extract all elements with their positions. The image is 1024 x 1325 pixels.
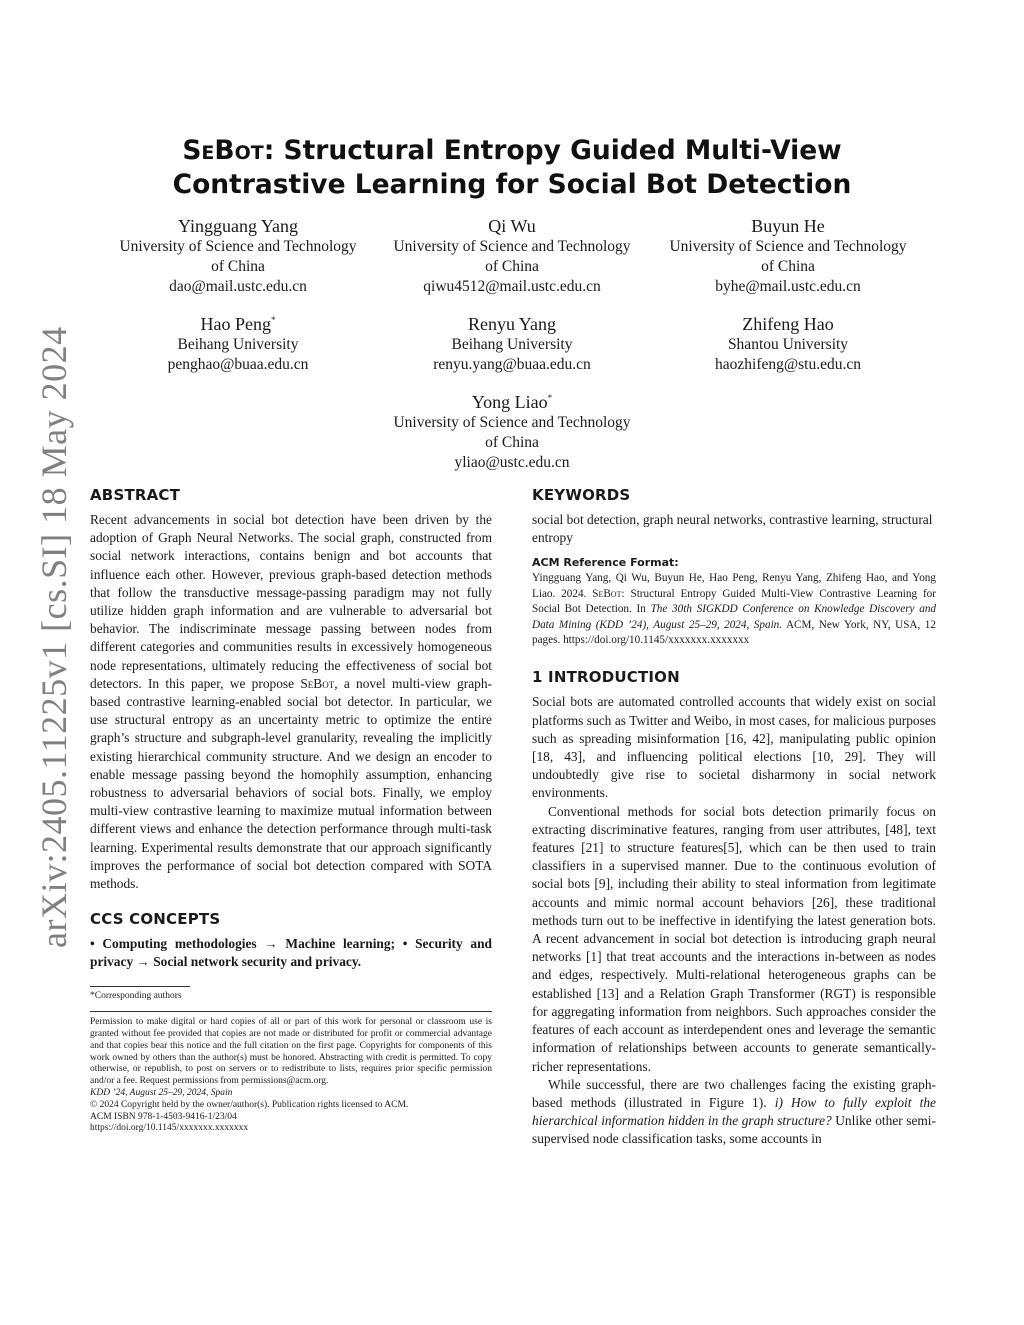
permission-text: Permission to make digital or hard copies of all or part of this work for personal or classroom use is granted without fee provided that copies are not made or distributed for profit or commercial advantage and that copies bear this notice and the full citation on the first page. Copyrights for components of this work owned by others than the author(s) must be honored. Abstracting with credit is permitted. To copy otherwise, or republish, to post on servers or to redistribute to lists, requires prior specific permission and/or a fee. Request permissions from permissions@acm.org.	[90, 1017, 492, 1087]
author-email: qiwu4512@mail.ustc.edu.cn	[423, 278, 601, 295]
right-column	[532, 485, 936, 1149]
acm-ref-system-name: SeBot	[592, 587, 622, 600]
author-email: byhe@mail.ustc.edu.cn	[715, 278, 861, 295]
acm-ref-venue: The 30th SIGKDD Conference on Knowledge Discovery and Data Mining (KDD ’24), August 25–29, 2024, Spain.	[532, 603, 937, 631]
author-email: renyu.yang@buaa.edu.cn	[433, 356, 591, 373]
intro-p3-part1: While successful, there are two challenges facing the existing graph-based methods (illustrated in Figure 1).	[532, 1076, 936, 1110]
intro-paragraph-2: Conventional methods for social bots detection primarily focus on extracting discriminative features, ranging from user attributes, [48], text features [21] to structure features[5], which can be then used to train classifiers in a supervised manner. Due to the continuous evolution of social bots [9], including their ability to steal information from legitimate accounts and mimic normal account behaviors [26], these traditional methods turn out to be ineffective in identifying the latest generation bots. A recent advancement in social bot detection is introducing graph neural networks [1] that treat accounts and the interactions in-between as nodes and edges, respectively. Multi-relational heterogeneous graphs can be established [13] and a Relation Graph Transformer (RGT) is responsible for aggregating information from neighbors. Such approaches consider the features of each account as interdependent ones and leverage the semantic information of relationships between accounts to generate semantically-richer representations.	[532, 803, 936, 1074]
ccs-heading: CCS CONCEPTS	[90, 910, 221, 929]
keywords-heading: KEYWORDS	[532, 486, 631, 504]
venue-line: KDD ’24, August 25–29, 2024, Spain	[90, 1087, 233, 1098]
ccs-text: • Computing methodologies → Machine learning; • Security and privacy → Social network security and privacy.	[90, 936, 492, 970]
author-email: dao@mail.ustc.edu.cn	[169, 278, 307, 295]
arxiv-stamp-text: arXiv:2405.11225v1 [cs.SI] 18 May 2024	[34, 326, 74, 948]
abstract-part1: Recent advancements in social bot detection have been driven by the adoption of Graph Neural Networks. The social graph, constructed from social network interactions, contains benign and bot accounts that influence each other. However, previous graph-based detection methods that follow the transductive message-passing paradigm may not fully utilize hidden graph information and are vulnerable to adversarial bot behavior. The indiscriminate message passing between nodes from different categories and communities results in excessively homogeneous node representations, ultimately reducing the effectiveness of social bot detectors. In this paper, we propose	[90, 512, 492, 691]
intro-p3-question: i) How to fully exploit the hierarchical information hidden in the graph structure?	[532, 1094, 937, 1129]
acm-reference-heading: ACM Reference Format:	[532, 556, 679, 570]
doi-line: https://doi.org/10.1145/xxxxxxx.xxxxxxx	[90, 1123, 249, 1134]
acm-ref-part3: ACM, New York, NY, USA, 12 pages. https://doi.org/10.1145/xxxxxxx.xxxxxxx	[532, 618, 936, 647]
intro-p3-part2: Unlike other semi-supervised node classification tasks, some accounts in	[532, 1113, 936, 1147]
corresponding-mark: *	[271, 315, 276, 325]
author-name: Yong Liao	[471, 392, 548, 412]
author-affiliation: University of Science and Technology	[393, 238, 631, 255]
author-name: Hao Peng	[200, 314, 271, 334]
abstract-text	[90, 511, 492, 893]
abstract-system-name: SeBot	[300, 675, 335, 691]
author-name: Buyun He	[751, 216, 825, 236]
acm-reference-text	[532, 571, 936, 648]
author-name: Zhifeng Hao	[742, 314, 834, 334]
copyright-line: © 2024 Copyright held by the owner/author(s). Publication rights licensed to ACM.	[90, 1099, 409, 1110]
author-block	[652, 215, 924, 297]
introduction-heading: 1 INTRODUCTION	[532, 668, 680, 687]
isbn-line: ACM ISBN 978-1-4503-9416-1/23/04	[90, 1111, 237, 1122]
abstract-heading: ABSTRACT	[90, 486, 181, 504]
author-affiliation: University of Science and Technology	[669, 238, 907, 255]
author-affiliation: University of Science and Technology	[393, 414, 631, 431]
title-rest: : Structural Entropy Guided Multi-View Contrastive Learning for Social Bot Detection	[172, 135, 852, 200]
acm-ref-part2: : Structural Entropy Guided Multi-View Contrastive Learning for Social Bot Detection. In	[532, 587, 936, 616]
author-affiliation-line2: of China	[211, 258, 265, 275]
permission-rule	[90, 1011, 492, 1012]
author-block	[376, 215, 648, 297]
author-affiliation: Beihang University	[451, 336, 573, 353]
intro-paragraph-1: Social bots are automated controlled accounts that widely exist on social platforms such as Twitter and Weibo, in most cases, for malicious purposes such as spreading misinformation [16, 42], manipulating public opinion [18, 43], and influencing political elections [10, 29]. They will undoubtedly give rise to societal disharmony in social network environments.	[532, 694, 936, 801]
author-name: Renyu Yang	[467, 314, 556, 334]
paper-title	[120, 134, 904, 202]
author-affiliation: University of Science and Technology	[119, 238, 357, 255]
author-affiliation-line2: of China	[485, 434, 539, 451]
footnote-text: *Corresponding authors	[90, 990, 182, 1001]
intro-paragraph-3	[532, 1076, 936, 1149]
author-block	[102, 215, 374, 297]
author-email: penghao@buaa.edu.cn	[167, 356, 309, 373]
author-block	[376, 313, 648, 375]
left-column	[90, 485, 492, 1135]
author-email: haozhifeng@stu.edu.cn	[715, 356, 861, 373]
abstract-part2: , a novel multi-view graph-based contrastive learning-enabled social bot detector. In particular, we use structural entropy as an uncertainty metric to optimize the entire graph’s structure and subgraph-level granularity, revealing the implicitly existing hierarchical community structure. And we design an encoder to enable message passing beyond the homophily assumption, enhancing robustness to adversarial behaviors of social bots. Finally, we employ multi-view contrastive learning to maximize mutual information between different views and enhance the detection performance through multi-task learning. Experimental results demonstrate that our approach significantly improves the performance of social bot detection compared with SOTA methods.	[90, 675, 493, 892]
author-block	[376, 391, 648, 473]
author-name: Qi Wu	[488, 216, 536, 236]
acm-ref-part1: Yingguang Yang, Qi Wu, Buyun He, Hao Peng, Renyu Yang, Zhifeng Hao, and Yong Liao. 2024.	[532, 572, 936, 600]
author-affiliation: Beihang University	[177, 336, 299, 353]
author-block	[652, 313, 924, 375]
title-system-name: SeBot	[182, 135, 264, 166]
footnote-rule	[90, 986, 190, 987]
author-affiliation-line2: of China	[485, 258, 539, 275]
corresponding-mark: *	[547, 393, 553, 403]
author-name: Yingguang Yang	[177, 216, 298, 236]
author-block	[102, 313, 374, 375]
author-affiliation: Shantou University	[727, 336, 849, 353]
author-email: yliao@ustc.edu.cn	[454, 454, 570, 471]
author-affiliation-line2: of China	[761, 258, 815, 275]
arxiv-stamp	[24, 326, 84, 948]
keywords-text: social bot detection, graph neural networks, contrastive learning, structural entropy	[532, 512, 933, 546]
